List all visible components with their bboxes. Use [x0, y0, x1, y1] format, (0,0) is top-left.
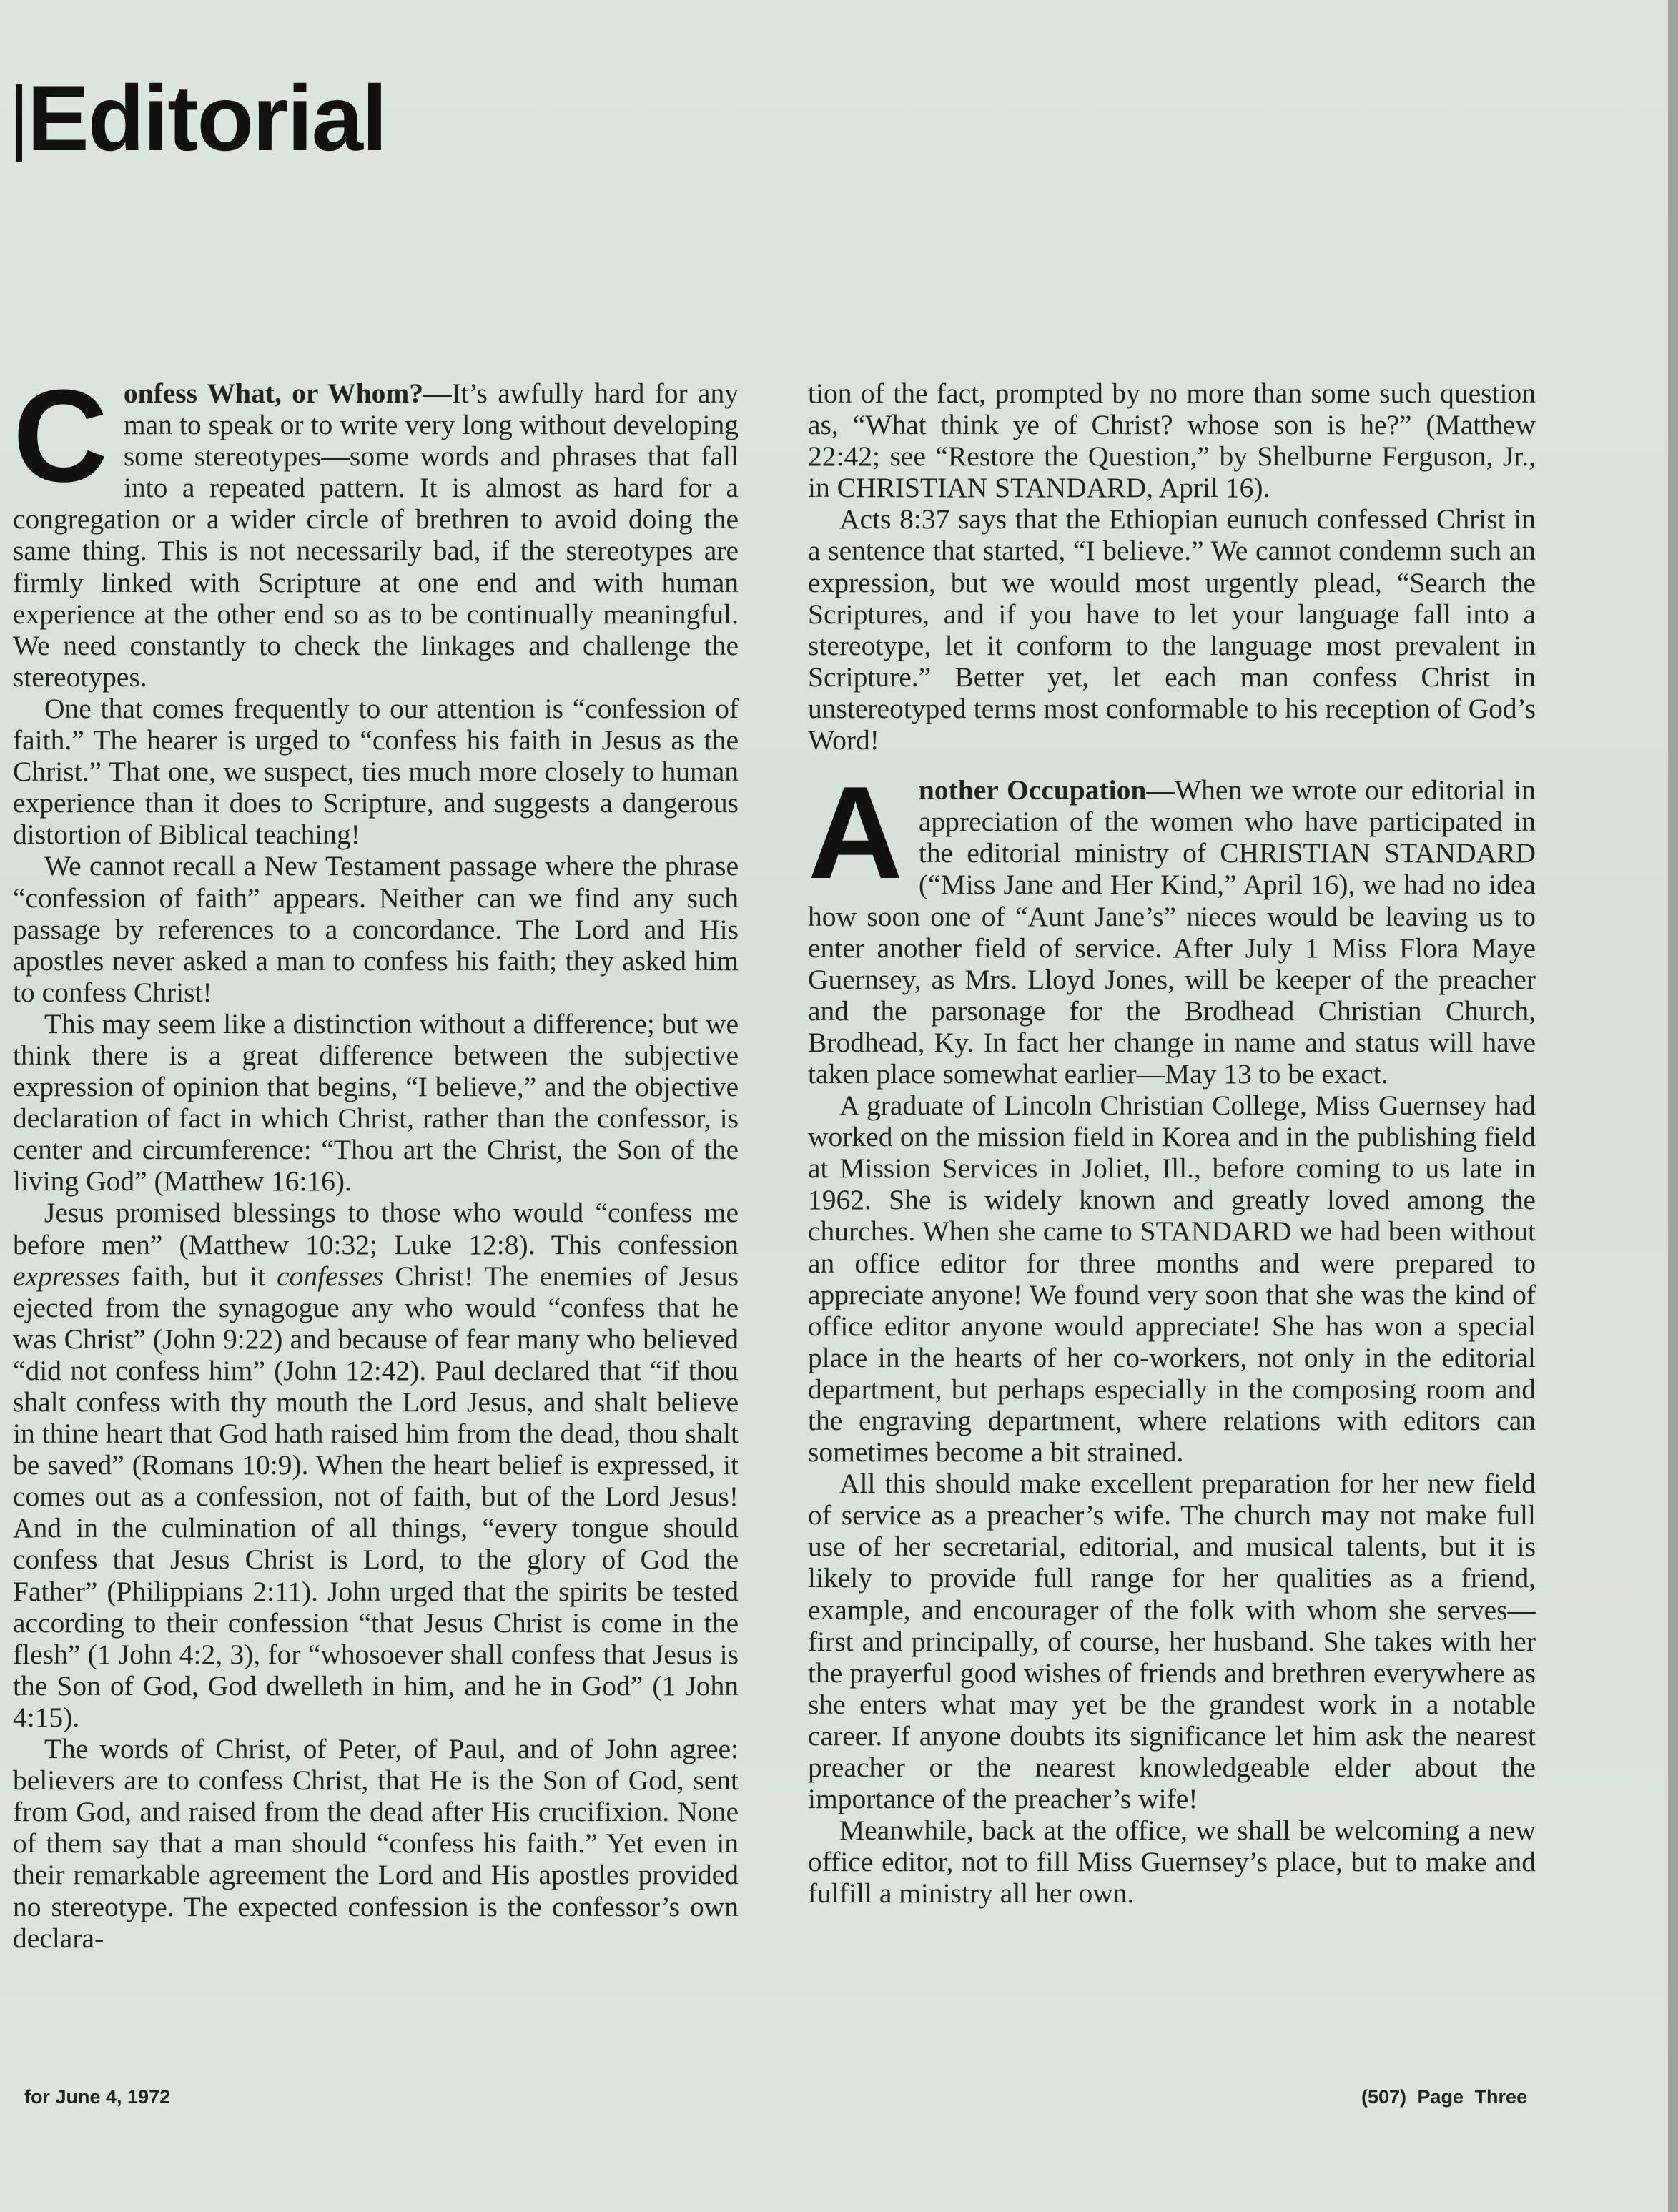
paragraph-text: —When we wrote our editorial in appreciation of the women who have participated in the editorial ministry of CHRISTIAN STANDARD (“Miss Jane and Her Kind,” April 16), we had no idea how soon one of “Aunt Jane’s” nieces would be leaving us to enter another field of service. After July 1 Miss Flora Maye Guernsey, as Mrs. Lloyd Jones, will be keeper of the preacher and the parsonage for the Brodhead Christian Church, Brodhead, Ky. In fact her change in name and status will have taken place somewhat earlier—May 13 to be exact. [808, 774, 1536, 1090]
left-column [13, 362, 739, 1954]
paragraph: The words of Christ, of Peter, of Paul, and of John agree: believers are to confess Christ, that He is the Son of God, sent from God, and raised from the dead after His crucifixion. None of them say that a man should “confess his faith.” Yet even in their remarkable agreement the Lord and His apostles provided no stereotype. The expected confession is the confessor’s own declara- [13, 1733, 739, 1954]
footer-date: for June 4, 1972 [24, 2086, 171, 2108]
footer-page-number: (507) Page Three [1361, 2086, 1528, 2108]
paragraph-text: —It’s awfully hard for any man to speak or to write very long without developing some stereotypes—some words and phrases that fall into a repeated pattern. It is almost as hard for a congregation or a wider circle of brethren to avoid doing the same thing. This is not necessarily bad, if the stereotypes are firmly linked with Scripture at one end and with human experience at the other end so as to be continually meaningful. We need constantly to check the linkages and challenge the stereotypes. [13, 377, 739, 693]
paragraph: Meanwhile, back at the office, we shall be welcoming a new office editor, not to fill Miss Guernsey’s place, but to make and fulfill a ministry all her own. [808, 1814, 1536, 1910]
emphasis: confesses [277, 1260, 384, 1292]
drop-cap: A [808, 759, 903, 907]
paragraph: A graduate of Lincoln Christian College, Miss Guernsey had worked on the mission field in Korea and in the publishing field at Mission Services in Joliet, Ill., before coming to us late in 1962. She is widely known and greatly loved among the churches. When she came to STANDARD we had been without an office editor for three months and were prepared to appreciate anyone! We found very soon that she was the kind of office editor anyone would appreciate! She has won a special place in the hearts of her co-workers, not only in the editorial department, but perhaps especially in the composing room and the engraving department, where relations with editors can sometimes become a bit strained. [808, 1090, 1536, 1468]
paragraph: tion of the fact, prompted by no more than some such question as, “What think ye of Christ? whose son is he?” (Matthew 22:42; see “Restore the Question,” by Shelburne Ferguson, Jr., in CHRISTIAN STANDARD, April 16). [808, 377, 1536, 504]
paragraph-text: Jesus promised blessings to those who would “confess me before men” (Matthew 10:32; Luke 12:8). This confession [13, 1197, 739, 1260]
paragraph: Acts 8:37 says that the Ethiopian eunuch confessed Christ in a sentence that started, “I believe.” We cannot condemn such an expression, but we would most urgently plead, “Search the Scriptures, and if you have to let your language fall into a stereotype, let it conform to the language most prevalent in Scripture.” Better yet, let each man confess Christ in unstereotyped terms most conformable to his reception of God’s Word! [808, 503, 1536, 756]
paragraph: One that comes frequently to our attention is “confession of faith.” The hearer is urged to “confess his faith in Jesus as the Christ.” That one, we suspect, ties much more closely to human experience than it does to Scripture, and suggests a dangerous distortion of Biblical teaching! [13, 692, 739, 851]
title-rule [16, 84, 22, 162]
section-heading: onfess What, or Whom? [123, 377, 424, 409]
paragraph: We cannot recall a New Testament passage where the phrase “confession of faith” appears. Neither can we find any such passage by references to a concordance. The Lord and His apostles never asked a man to confess his faith; they asked him to confess Christ! [13, 850, 739, 1008]
paragraph-text: faith, but it [119, 1260, 277, 1292]
paragraph [13, 1197, 739, 1733]
paragraph-text: Christ! The enemies of Jesus ejected from the synagogue any who would “confess that he was Christ” (John 9:22) and because of fear many who believed “did not confess him” (John 12:42). Paul declared that “if thou shalt confess with thy mouth the Lord Jesus, and shalt believe in thine heart that God hath raised him from the dead, thou shalt be saved” (Romans 10:9). When the heart belief is expressed, it comes out as a confession, not of faith, but of the Lord Jesus! And in the culmination of all things, “every tongue should confess that Jesus Christ is Lord, to the glory of God the Father” (Philippians 2:11). John urged that the spirits be tested according to their confession “that Jesus Christ is come in the flesh” (1 John 4:2, 3), for “whosoever shall confess that Jesus is the Son of God, God dwelleth in him, and he in God” (1 John 4:15). [13, 1260, 739, 1733]
right-column [808, 377, 1536, 1910]
paragraph: All this should make excellent preparation for her new field of service as a preacher’s wife. The church may not make full use of her secretarial, editorial, and musical talents, but it is likely to provide full range for her qualities as a friend, example, and encourager of the folk with whom she serves—first and principally, of course, her husband. She takes with her the prayerful good wishes of friends and brethren everywhere as she enters what may yet be the grandest work in a notable career. If anyone doubts its significance let him ask the nearest preacher or the nearest knowledgeable elder about the importance of the preacher’s wife! [808, 1468, 1536, 1815]
emphasis: expresses [13, 1260, 120, 1292]
section-heading: nother Occupation [918, 774, 1147, 806]
paragraph [808, 759, 1536, 1090]
page-title: Editorial [27, 66, 387, 170]
paragraph: This may seem like a distinction without a difference; but we think there is a great difference between the subjective expression of opinion that begins, “I believe,” and the objective declaration of fact in which Christ, rather than the confessor, is center and circumference: “Thou art the Christ, the Son of the living God” (Matthew 16:16). [13, 1007, 739, 1198]
paragraph [13, 362, 739, 693]
page-edge [1668, 0, 1678, 2212]
section-gap [808, 756, 1536, 774]
drop-cap: C [13, 362, 108, 509]
